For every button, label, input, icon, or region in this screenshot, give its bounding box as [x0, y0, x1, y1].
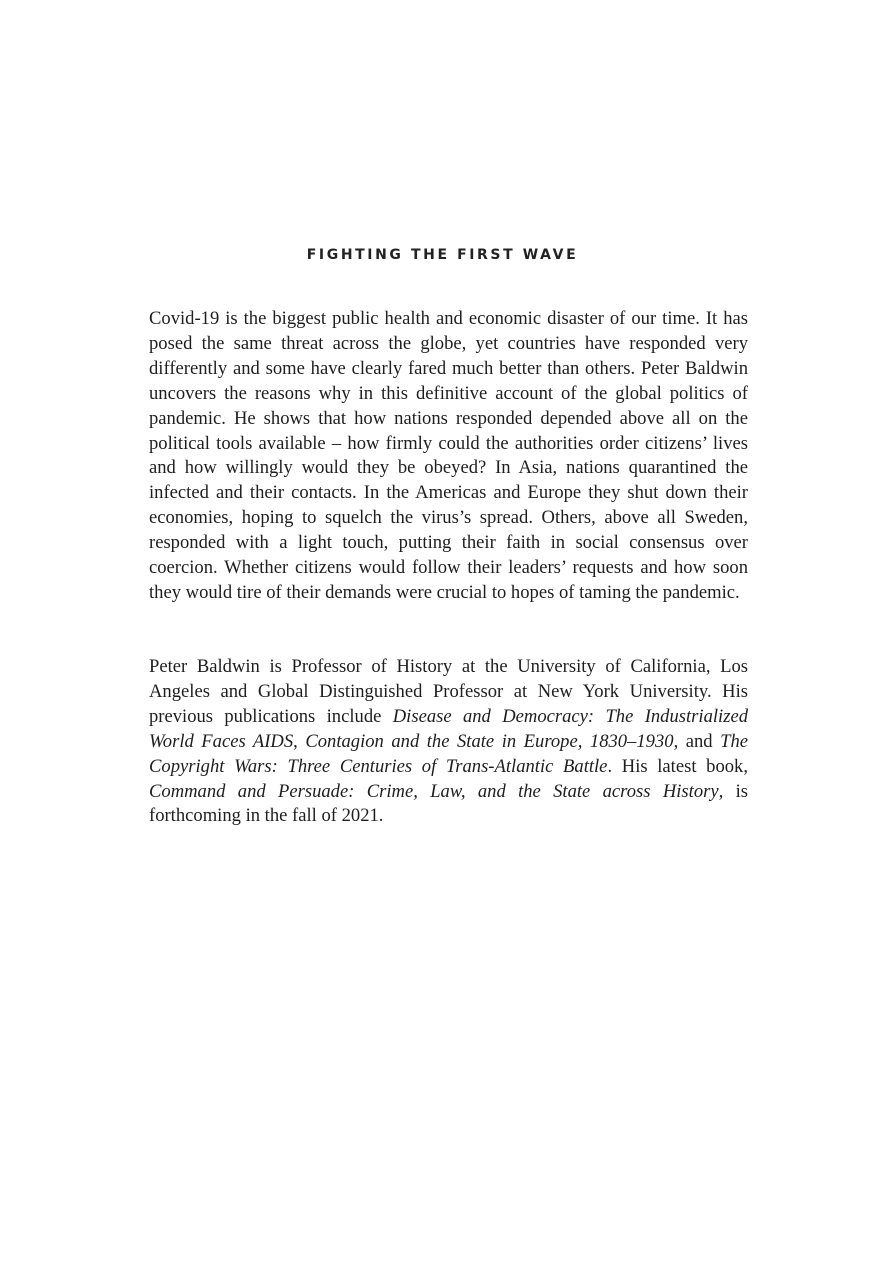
- bio-middle: . His latest book,: [607, 755, 748, 777]
- bio-intro: Peter Baldwin is Professor of History at the University of California, Los Angeles and Global Distinguished Professor at New York University. His previous publications include: [149, 656, 748, 727]
- bio-outro: , is forthcoming in the fall of 2021.: [149, 780, 748, 827]
- page-title: FIGHTING THE FIRST WAVE: [306, 247, 579, 263]
- book-title-contagion-and-the-state: Contagion and the State in Europe, 1830–1930: [305, 730, 674, 752]
- bio-separator: ,: [293, 730, 306, 752]
- book-title-copyright-wars: The Copyright Wars: Three Centuries of Trans-Atlantic Battle: [149, 730, 748, 777]
- book-title-disease-and-democracy: Disease and Democracy: The Industrialized World Faces AIDS: [149, 705, 748, 752]
- book-title-command-and-persuade: Command and Persuade: Crime, Law, and the State across History: [149, 780, 719, 802]
- bio-separator: , and: [673, 730, 721, 752]
- author-bio: [149, 655, 748, 829]
- book-description: Covid-19 is the biggest public health and economic disaster of our time. It has posed the same threat across the globe, yet countries have responded very differently and some have clearly fared much better than others. Peter Baldwin uncovers the reasons why in this definitive account of the global politics of pandemic. He shows that how nations responded depended above all on the political tools available – how firmly could the authorities order citizens’ lives and how willingly would they be obeyed? In Asia, nations quarantined the infected and their contacts. In the Americas and Europe they shut down their economies, hoping to squelch the virus’s spread. Others, above all Sweden, responded with a light touch, putting their faith in social consensus over coercion. Whether citizens would follow their leaders’ requests and how soon they would tire of their demands were crucial to hopes of taming the pandemic.: [149, 308, 748, 603]
